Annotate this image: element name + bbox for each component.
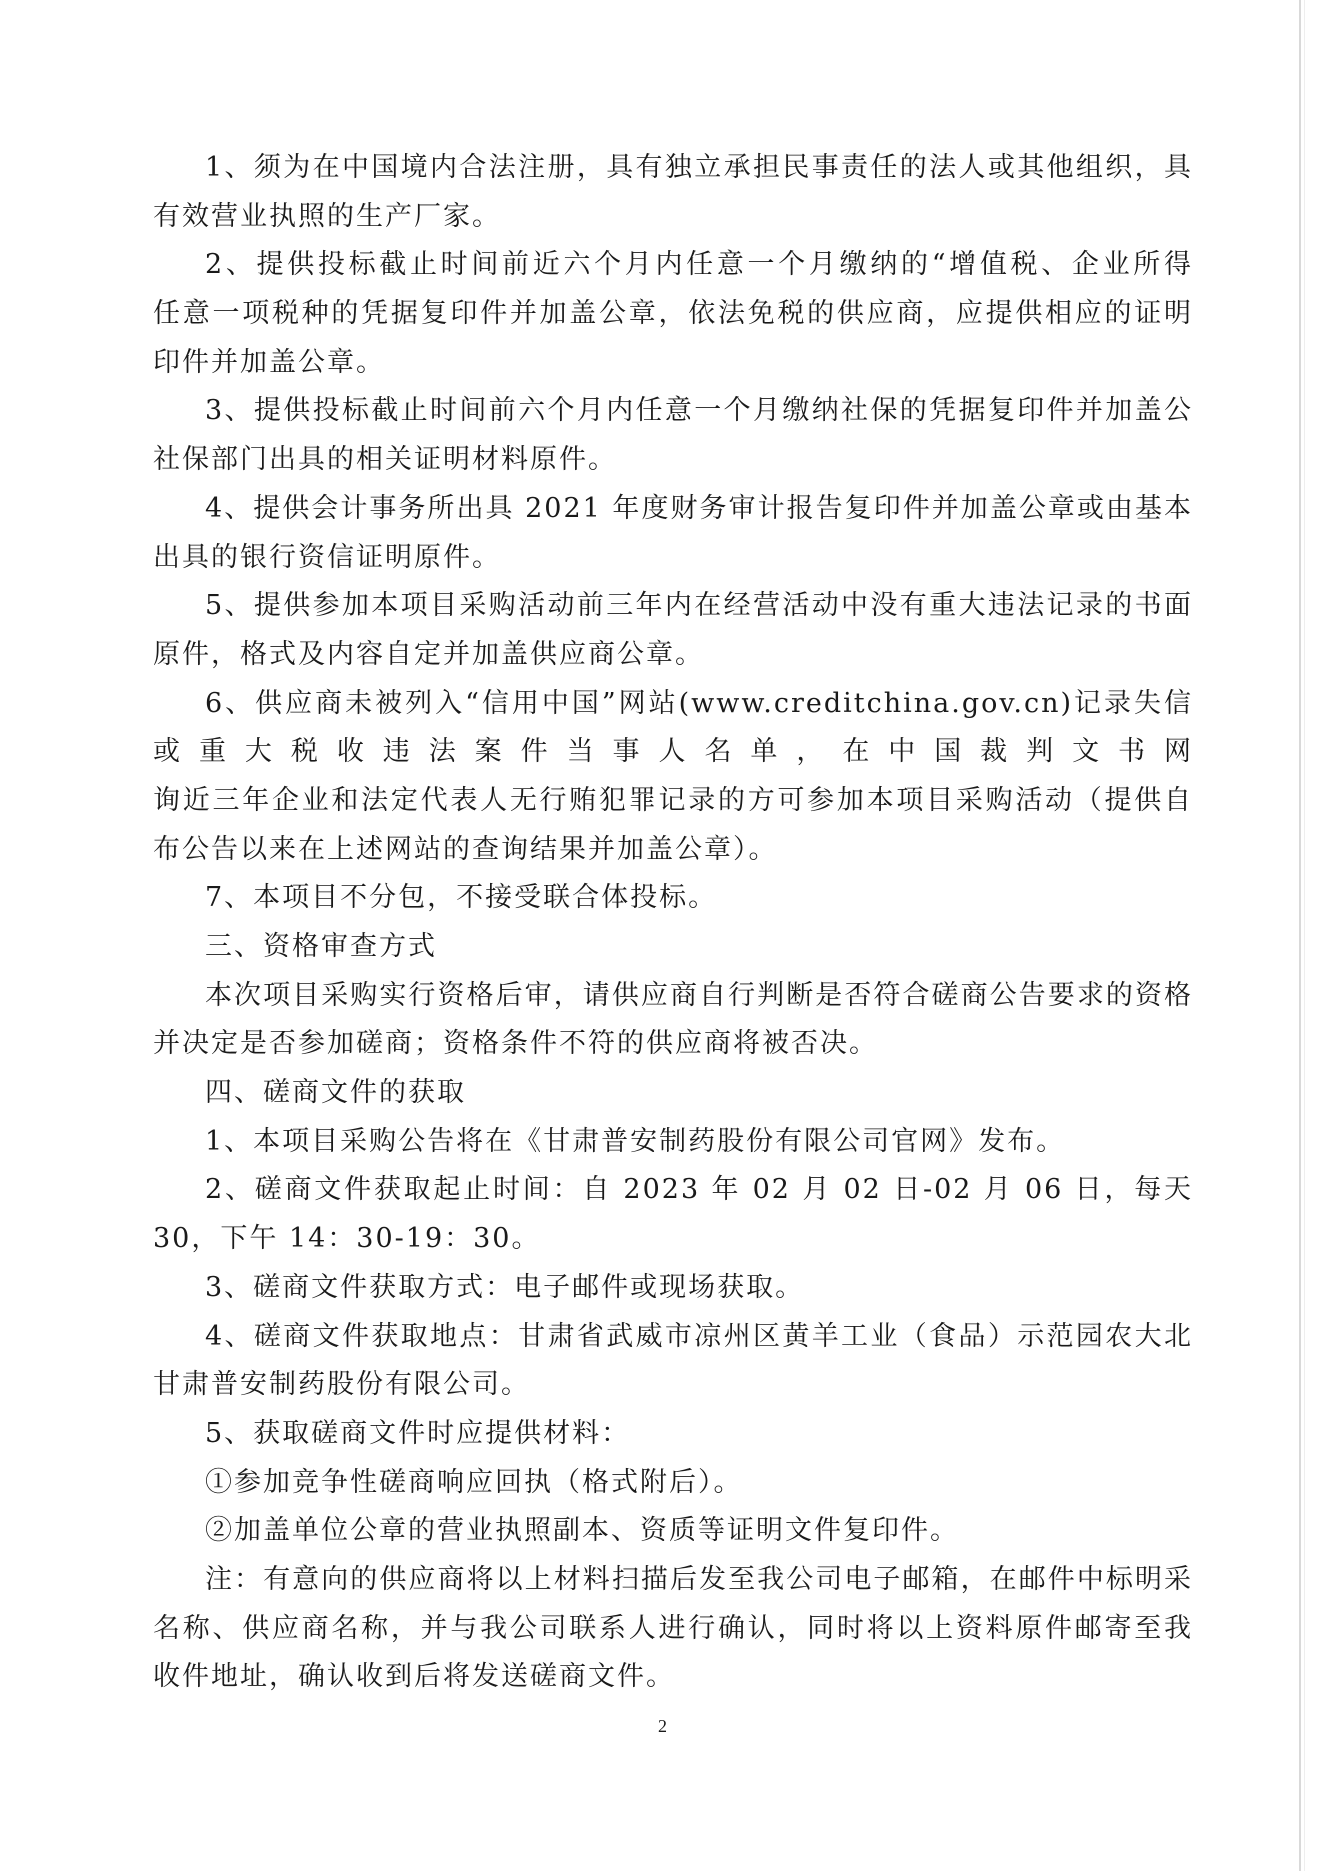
acquisition-item-1-line: 1、本项目采购公告将在《甘肃普安制药股份有限公司官网》发布。 [205, 1125, 1066, 1157]
requirement-4-line: 4、提供会计事务所出具 2021 年度财务审计报告复印件并加盖公章或由基本 [205, 492, 1193, 524]
acquisition-item-2-line: 2、磋商文件获取起止时间：自 2023 年 02 月 02 日-02 月 06 日，每天 [205, 1174, 1193, 1206]
section-heading-document-acquisition: 四、磋商文件的获取 [205, 1077, 466, 1109]
scan-page-edge-shadow [1304, 0, 1305, 1871]
scan-page-edge [1299, 0, 1301, 1871]
note-line: 收件地址，确认收到后将发送磋商文件。 [153, 1661, 675, 1693]
acquisition-item-2-line: 30，下午 14：30-19：30。 [153, 1223, 541, 1255]
requirement-5-line: 原件，格式及内容自定并加盖供应商公章。 [153, 638, 704, 670]
qualification-review-line: 并决定是否参加磋商；资格条件不符的供应商将被否决。 [153, 1028, 878, 1060]
requirement-3-line: 社保部门出具的相关证明材料原件。 [153, 444, 617, 476]
section-heading-qualification-review: 三、资格审查方式 [205, 931, 437, 962]
requirement-2-line: 任意一项税种的凭据复印件并加盖公章，依法免税的供应商，应提供相应的证明 [153, 298, 1193, 330]
requirement-6-line: 询近三年企业和法定代表人无行贿犯罪记录的方可参加本项目采购活动（提供自 [153, 784, 1193, 816]
requirement-1-line: 1、须为在中国境内合法注册，具有独立承担民事责任的法人或其他组织，具 [205, 152, 1193, 183]
acquisition-item-4-line: 甘肃普安制药股份有限公司。 [153, 1369, 530, 1401]
note-line: 注：有意向的供应商将以上材料扫描后发至我公司电子邮箱，在邮件中标明采 [205, 1563, 1193, 1595]
material-item-1: ①参加竞争性磋商响应回执（格式附后）。 [205, 1466, 743, 1498]
requirement-6-line: 或重大税收违法案件当事人名单，在中国裁判文书网 [153, 736, 1193, 768]
material-item-2: ②加盖单位公章的营业执照副本、资质等证明文件复印件。 [205, 1515, 959, 1547]
requirement-1-line: 有效营业执照的生产厂家。 [153, 200, 501, 232]
note-line: 名称、供应商名称，并与我公司联系人进行确认，同时将以上资料原件邮寄至我 [153, 1612, 1193, 1644]
requirement-3-line: 3、提供投标截止时间前六个月内任意一个月缴纳社保的凭据复印件并加盖公 [205, 395, 1193, 427]
document-body [153, 144, 1193, 1702]
requirement-2-line: 2、提供投标截止时间前近六个月内任意一个月缴纳的“增值税、企业所得 [205, 249, 1193, 281]
requirement-2-line: 印件并加盖公章。 [153, 346, 385, 378]
requirement-4-line: 出具的银行资信证明原件。 [153, 541, 501, 573]
acquisition-item-5-line: 5、获取磋商文件时应提供材料： [205, 1417, 631, 1449]
requirement-6-line: 布公告以来在上述网站的查询结果并加盖公章）。 [153, 833, 778, 865]
qualification-review-line: 本次项目采购实行资格后审，请供应商自行判断是否符合磋商公告要求的资格 [205, 979, 1193, 1011]
requirement-7-line: 7、本项目不分包，不接受联合体投标。 [205, 882, 718, 914]
acquisition-item-4-line: 4、磋商文件获取地点：甘肃省武威市凉州区黄羊工业（食品）示范园农大北 [205, 1320, 1193, 1352]
acquisition-item-3-line: 3、磋商文件获取方式：电子邮件或现场获取。 [205, 1271, 805, 1303]
requirement-6-line: 6、供应商未被列入“信用中国”网站(www.creditchina.gov.cn)记录失信 [205, 687, 1193, 719]
requirement-5-line: 5、提供参加本项目采购活动前三年内在经营活动中没有重大违法记录的书面 [205, 590, 1193, 622]
page-number: 2 [658, 1716, 667, 1736]
